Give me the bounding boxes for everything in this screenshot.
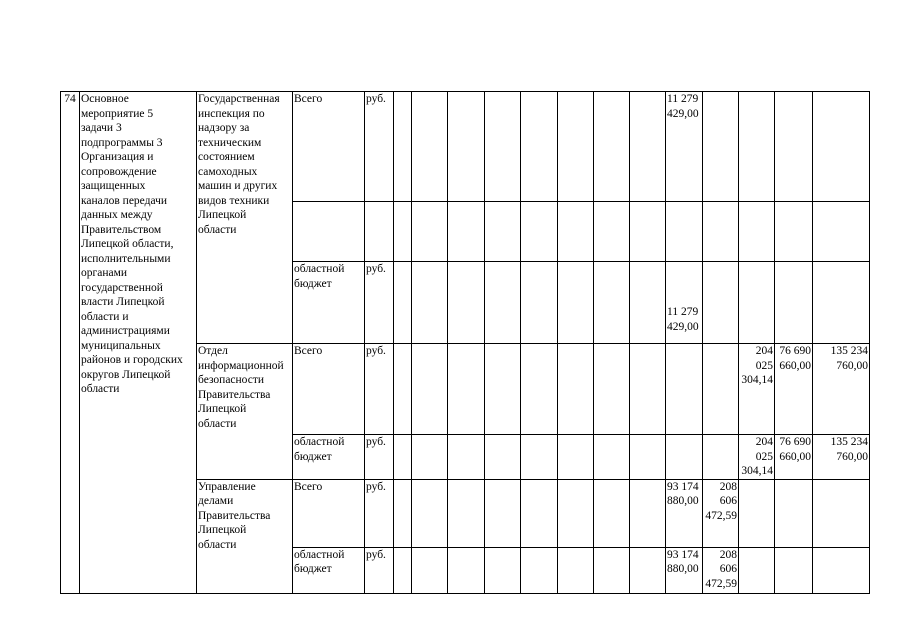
amount-cell-a-line: 93 174 xyxy=(667,480,699,493)
empty-cell xyxy=(558,92,594,202)
funding-source-cell-line: областной xyxy=(294,548,345,561)
measure-cell-line: каналов передачи xyxy=(81,194,168,207)
row-number: 74 xyxy=(61,92,80,594)
empty-cell xyxy=(630,435,666,480)
amount-cell-e xyxy=(813,435,870,480)
measure-cell-line: районов и городских xyxy=(81,354,183,366)
amount-cell-a-line: 93 174 xyxy=(667,548,699,561)
funding-source-cell-line: областной xyxy=(294,436,345,448)
empty-cell xyxy=(630,92,666,202)
amount-cell-c-line: 304,14 xyxy=(741,465,773,477)
amount-cell-b-line: 472,59 xyxy=(705,577,737,590)
amount-cell-b xyxy=(703,202,739,262)
executor-cell-line: Отдел xyxy=(198,345,228,357)
amount-cell-d xyxy=(775,479,813,547)
executor-cell-line: области xyxy=(198,417,237,430)
measure-cell-line: Липецкой области, xyxy=(81,238,174,250)
executor-cell-line: Липецкой xyxy=(198,209,247,221)
empty-cell xyxy=(448,344,485,435)
measure-cell-line: исполнительными xyxy=(81,252,171,265)
executor-cell-line: Липецкой xyxy=(198,524,247,536)
funding-source-cell-line: бюджет xyxy=(294,450,332,463)
amount-cell-a xyxy=(666,202,703,262)
empty-cell xyxy=(558,479,594,547)
executor-cell-line: Государственная xyxy=(198,93,280,105)
measure-cell-line: сопровождение xyxy=(81,165,157,178)
executor-cell-line: Управление xyxy=(198,480,256,493)
funding-source-cell xyxy=(293,262,365,344)
funding-source-cell xyxy=(293,344,365,435)
empty-cell xyxy=(558,262,594,344)
amount-cell-a-line: 11 279 xyxy=(667,93,699,105)
empty-cell xyxy=(448,262,485,344)
measure-cell-line: администрациями xyxy=(81,325,170,337)
empty-cell xyxy=(521,479,558,547)
amount-cell-b xyxy=(703,92,739,202)
executor-cell-line: надзору за xyxy=(198,122,250,134)
empty-cell xyxy=(448,92,485,202)
funding-source-cell xyxy=(293,547,365,593)
empty-cell xyxy=(394,547,412,593)
measure-cell-line: Основное xyxy=(81,93,129,105)
amount-cell-b xyxy=(703,344,739,435)
executor-cell-line: Правительства xyxy=(198,388,271,401)
empty-cell xyxy=(412,202,448,262)
empty-cell xyxy=(630,479,666,547)
amount-cell-e-line: 760,00 xyxy=(836,359,868,372)
amount-cell-a xyxy=(666,435,703,480)
empty-cell xyxy=(485,547,521,593)
measure-cell-line: муниципальных xyxy=(81,339,161,352)
empty-cell xyxy=(558,202,594,262)
executor-cell-line: инспекция по xyxy=(198,107,265,120)
amount-cell-e xyxy=(813,344,870,435)
funding-source-cell-line: бюджет xyxy=(294,563,332,575)
empty-cell xyxy=(394,344,412,435)
empty-cell xyxy=(594,92,630,202)
empty-cell xyxy=(630,344,666,435)
funding-source-cell xyxy=(293,435,365,480)
empty-cell xyxy=(630,262,666,344)
amount-cell-e xyxy=(813,92,870,202)
empty-cell xyxy=(485,262,521,344)
amount-cell-c xyxy=(739,547,775,593)
funding-source-cell-line: областной xyxy=(294,263,345,275)
empty-cell xyxy=(594,344,630,435)
amount-cell-a xyxy=(666,92,703,202)
executor-cell xyxy=(197,344,293,480)
amount-cell-c-line: 025 xyxy=(755,359,773,372)
executor-cell-line: самоходных xyxy=(198,165,258,178)
amount-cell-d xyxy=(775,344,813,435)
empty-cell xyxy=(558,435,594,480)
unit-cell xyxy=(365,202,394,262)
amount-cell-a-line: 880,00 xyxy=(667,495,699,507)
amount-cell-a-line: 429,00 xyxy=(667,320,699,333)
funding-source-cell-line: Всего xyxy=(294,93,323,105)
amount-cell-e-line: 135 234 xyxy=(830,345,868,357)
amount-cell-d xyxy=(775,92,813,202)
amount-cell-c-line: 025 xyxy=(755,450,773,463)
amount-cell-c xyxy=(739,262,775,344)
unit-cell: руб. xyxy=(365,92,394,202)
measure-cell-line: области xyxy=(81,383,120,395)
measure-cell-line: власти Липецкой xyxy=(81,296,165,308)
empty-cell xyxy=(485,202,521,262)
funding-source-cell xyxy=(293,92,365,202)
spacer xyxy=(667,262,701,305)
amount-cell-c xyxy=(739,344,775,435)
empty-cell xyxy=(448,202,485,262)
measure-cell-line: области и xyxy=(81,310,129,323)
amount-cell-e-line: 760,00 xyxy=(836,450,868,463)
executor-cell-line: области xyxy=(198,223,237,236)
empty-cell xyxy=(412,479,448,547)
amount-cell-c xyxy=(739,92,775,202)
empty-cell xyxy=(485,435,521,480)
measure-cell-line: мероприятие 5 xyxy=(81,107,154,120)
amount-cell-b xyxy=(703,547,739,593)
amount-cell-d xyxy=(775,262,813,344)
amount-cell-b-line: 208 xyxy=(719,548,737,561)
executor-cell-line: информационной xyxy=(198,359,284,372)
amount-cell-d-line: 660,00 xyxy=(779,359,811,372)
amount-cell-d-line: 76 690 xyxy=(779,345,811,357)
empty-cell xyxy=(594,547,630,593)
empty-cell xyxy=(394,262,412,344)
measure-cell-line: органами xyxy=(81,267,128,279)
measure-cell-line: подпрограммы 3 xyxy=(81,136,163,149)
executor-cell-line: видов техники xyxy=(198,194,270,207)
amount-cell-d xyxy=(775,435,813,480)
empty-cell xyxy=(412,547,448,593)
measure-cell-line: защищенных xyxy=(81,180,146,192)
amount-cell-b xyxy=(703,435,739,480)
empty-cell xyxy=(558,344,594,435)
empty-cell xyxy=(594,479,630,547)
unit-cell: руб. xyxy=(365,547,394,593)
unit-cell: руб. xyxy=(365,262,394,344)
empty-cell xyxy=(594,435,630,480)
amount-cell-c-line: 204 xyxy=(755,345,773,357)
empty-cell xyxy=(448,435,485,480)
amount-cell-e-line: 135 234 xyxy=(830,436,868,448)
executor-cell-line: Липецкой xyxy=(198,403,247,415)
empty-cell xyxy=(394,92,412,202)
funding-source-cell xyxy=(293,202,365,262)
measure-cell xyxy=(80,92,197,594)
empty-cell xyxy=(521,547,558,593)
empty-cell xyxy=(394,435,412,480)
empty-cell xyxy=(594,202,630,262)
measure-cell-line: Организация и xyxy=(81,151,154,163)
amount-cell-e xyxy=(813,262,870,344)
amount-cell-b xyxy=(703,262,739,344)
amount-cell-b xyxy=(703,479,739,547)
funding-source-cell xyxy=(293,479,365,547)
amount-cell-a-line: 11 279 xyxy=(667,306,699,318)
amount-cell-a xyxy=(666,262,703,344)
executor-cell-line: Правительства xyxy=(198,509,271,522)
executor-cell-line: состоянием xyxy=(198,151,255,163)
empty-cell xyxy=(521,435,558,480)
measure-cell-line: данных между xyxy=(81,209,153,221)
amount-cell-d-line: 76 690 xyxy=(779,436,811,448)
empty-cell xyxy=(448,479,485,547)
amount-cell-e xyxy=(813,202,870,262)
empty-cell xyxy=(630,202,666,262)
amount-cell-d xyxy=(775,202,813,262)
executor-cell-line: области xyxy=(198,538,237,551)
executor-cell xyxy=(197,479,293,593)
amount-cell-c-line: 304,14 xyxy=(741,374,773,386)
amount-cell-d xyxy=(775,547,813,593)
empty-cell xyxy=(630,547,666,593)
amount-cell-b-line: 472,59 xyxy=(705,509,737,522)
amount-cell-a xyxy=(666,344,703,435)
empty-cell xyxy=(521,344,558,435)
empty-cell xyxy=(412,344,448,435)
unit-cell: руб. xyxy=(365,479,394,547)
empty-cell xyxy=(448,547,485,593)
measure-cell-line: государственной xyxy=(81,281,163,294)
executor-cell-line: техническим xyxy=(198,136,262,149)
amount-cell-c xyxy=(739,479,775,547)
amount-cell-c-line: 204 xyxy=(755,436,773,448)
amount-cell-a xyxy=(666,547,703,593)
empty-cell xyxy=(394,202,412,262)
empty-cell xyxy=(521,202,558,262)
amount-cell-b-line: 208 xyxy=(719,480,737,493)
measure-cell-line: округов Липецкой xyxy=(81,368,171,381)
empty-cell xyxy=(394,479,412,547)
empty-cell xyxy=(412,435,448,480)
empty-cell xyxy=(412,92,448,202)
executor-cell xyxy=(197,92,293,344)
executor-cell-line: безопасности xyxy=(198,374,265,386)
table-row xyxy=(61,92,870,202)
amount-cell-b-line: 606 xyxy=(719,563,737,575)
funding-source-cell-line: Всего xyxy=(294,345,323,357)
executor-cell-line: делами xyxy=(198,495,234,507)
amount-cell-a xyxy=(666,479,703,547)
budget-table xyxy=(60,91,870,594)
measure-cell-line: задачи 3 xyxy=(81,122,122,134)
unit-cell: руб. xyxy=(365,435,394,480)
empty-cell xyxy=(485,92,521,202)
empty-cell xyxy=(521,92,558,202)
empty-cell xyxy=(485,479,521,547)
amount-cell-e xyxy=(813,547,870,593)
amount-cell-e xyxy=(813,479,870,547)
empty-cell xyxy=(412,262,448,344)
empty-cell xyxy=(558,547,594,593)
unit-cell: руб. xyxy=(365,344,394,435)
measure-cell-line: Правительством xyxy=(81,223,162,236)
empty-cell xyxy=(521,262,558,344)
amount-cell-a-line: 880,00 xyxy=(667,563,699,575)
executor-cell-line: машин и других xyxy=(198,180,278,192)
empty-cell xyxy=(594,262,630,344)
amount-cell-c xyxy=(739,435,775,480)
amount-cell-d-line: 660,00 xyxy=(779,450,811,463)
funding-source-cell-line: Всего xyxy=(294,480,323,493)
amount-cell-a-line: 429,00 xyxy=(667,107,699,120)
empty-cell xyxy=(485,344,521,435)
funding-source-cell-line: бюджет xyxy=(294,277,332,290)
amount-cell-b-line: 606 xyxy=(719,495,737,507)
amount-cell-c xyxy=(739,202,775,262)
